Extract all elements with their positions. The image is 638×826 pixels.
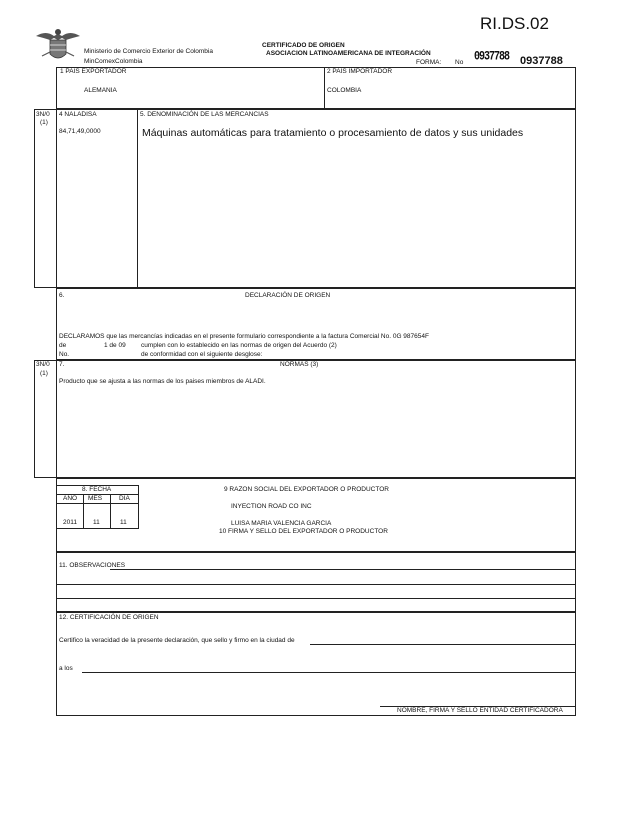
date-year: 2011 xyxy=(63,519,77,526)
certification-a-los: a los xyxy=(59,665,73,672)
forma-label: FORMA: xyxy=(416,59,442,66)
association-name: ASOCIACION LATINOAMERICANA DE INTEGRACIÓN xyxy=(266,50,431,57)
norms-title: NORMAS (3) xyxy=(280,361,319,368)
date-label: 8. FECHA xyxy=(82,486,112,493)
date-month: 11 xyxy=(93,519,100,526)
company-label: 9 RAZON SOCIAL DEL EXPORTADOR O PRODUCTOR xyxy=(224,486,389,493)
date-col-day: DIA xyxy=(119,495,130,502)
date-col-year: AÑO xyxy=(63,495,78,502)
certification-box xyxy=(56,612,576,716)
exporter-value: ALEMANIA xyxy=(84,87,117,94)
date-col-month: MES xyxy=(88,495,103,502)
coat-of-arms-icon xyxy=(34,26,82,66)
ministry-line1: Ministerio de Comercio Exterior de Colombia xyxy=(84,48,213,55)
signature-label: 10 FIRMA Y SELLO DEL EXPORTADOR O PRODUCTOR xyxy=(219,528,388,535)
norms-side-label: 3N/0 xyxy=(36,361,50,368)
norms-text: Producto que se ajusta a las normas de los paises miembros de ALADI. xyxy=(59,378,266,385)
declaration-title: DECLARACIÓN DE ORIGEN xyxy=(245,292,331,299)
certification-footer: NOMBRE, FIRMA Y SELLO ENTIDAD CERTIFICADORA xyxy=(397,707,563,714)
declaration-line2: cumplen con lo establecido en las normas de origen del Acuerdo (2) xyxy=(141,342,337,349)
norms-number: 7. xyxy=(59,361,65,368)
no-label: No xyxy=(455,59,464,66)
goods-side-label: 3N/0 xyxy=(36,111,50,118)
declaration-invoice-date: 1 de 09 xyxy=(104,342,126,349)
company-value: INYECTION ROAD CO INC xyxy=(231,503,312,510)
importer-value: COLOMBIA xyxy=(327,87,362,94)
serial-number: 0937788 xyxy=(520,55,563,67)
certification-text: Certifico la veracidad de la presente declaración, que sello y firmo en la ciudad de xyxy=(59,637,295,644)
naladisa-value: 84,71,49,0000 xyxy=(59,128,101,135)
signer-name: LUISA MARIA VALENCIA GARCIA xyxy=(231,520,332,527)
ministry-line2: MinComexColombia xyxy=(84,58,143,65)
barcode-serial: 0937788 xyxy=(474,50,510,65)
importer-label: 2 PAIS IMPORTADOR xyxy=(327,68,393,75)
observations-box xyxy=(56,552,576,612)
declaration-line1: DECLARAMOS que las mercancías indicadas en el presente formulario correspondiente a la factura Comercial No. 0G 987654F xyxy=(59,333,429,340)
certificate-title: CERTIFICADO DE ORIGEN xyxy=(262,42,345,49)
description-value: Máquinas automáticas para tratamiento o procesamiento de datos y sus unidades xyxy=(142,127,524,139)
exporter-label: 1 PAIS EXPORTADOR xyxy=(60,68,127,75)
origin-destination-box xyxy=(56,67,576,109)
declaration-no: No. xyxy=(59,351,70,358)
date-day: 11 xyxy=(120,519,127,526)
declaration-line3: de conformidad con el siguiente desglose: xyxy=(141,351,263,358)
certification-label: 12. CERTIFICACIÓN DE ORIGEN xyxy=(59,614,159,621)
norms-side-label-sub: (1) xyxy=(40,370,48,377)
description-label: 5. DENOMINACIÓN DE LAS MERCANCIAS xyxy=(140,111,269,118)
form-code: RI.DS.02 xyxy=(480,14,549,33)
declaration-number: 6. xyxy=(59,292,65,299)
declaration-de: de xyxy=(59,342,67,349)
goods-side-label-sub: (1) xyxy=(40,119,48,126)
observations-label: 11. OBSERVACIONES xyxy=(59,562,126,569)
naladisa-label: 4 NALADISA xyxy=(59,111,97,118)
